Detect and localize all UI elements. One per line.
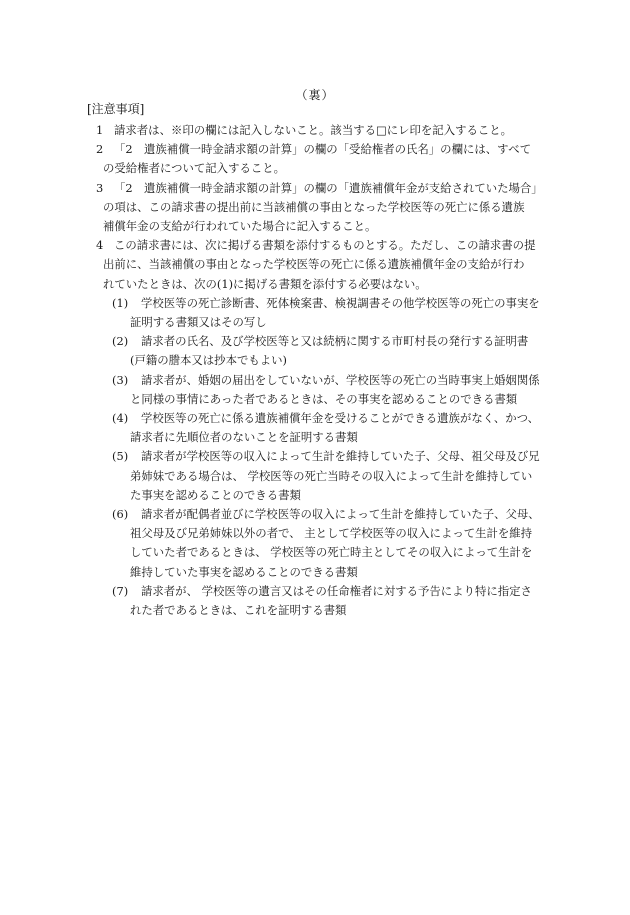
back-side-label: （裏） [295, 88, 335, 102]
note-1-line-1-number: 1 [96, 123, 104, 137]
attachment-6-line-2 [87, 524, 557, 543]
note-2-line-1 [87, 140, 557, 159]
attachment-6-line-1-number: (6) [112, 507, 129, 522]
attachment-2-line-1-number: (2) [112, 334, 129, 349]
attachment-6-line-3 [87, 543, 557, 562]
note-3-line-2-text: の項は、この請求書の提出前に当該補償の事由となった学校医等の死亡に係る遺族 [103, 199, 525, 214]
note-2-line-1-number: 2 [96, 142, 104, 157]
attachment-6-line-4-text: 維持していた事実を認めることのできる書類 [130, 564, 358, 579]
note-1-line-1-text: 請求者は、※印の欄には記入しないこと。該当する□にレ印を記入すること。 [114, 123, 513, 137]
attachment-1-line-1-text: 学校医等の死亡診断書、死体検案書、検視調書その他学校医等の死亡の事実を [141, 295, 540, 310]
attachment-3-line-1 [87, 371, 557, 390]
note-3-line-3 [87, 217, 557, 236]
note-4-line-1 [87, 236, 557, 255]
note-2-line-1-text: 「2 遺族補償一時金請求額の計算」の欄の「受給権者の氏名」の欄には、すべて [114, 142, 532, 157]
note-4-line-2-text: 出前に、当該補償の事由となった学校医等の死亡に係る遺族補償年金の支給が行わ [103, 257, 525, 272]
attachment-6-line-2-text: 祖父母及び兄弟姉妹以外の者で、 主として学校医等の収入によって生計を維持 [130, 526, 533, 541]
attachment-7-line-2 [87, 601, 557, 620]
note-1-line-1 [87, 121, 557, 140]
attachment-1-line-2 [87, 313, 557, 332]
attachment-7-line-1 [87, 582, 557, 601]
notes-list [87, 121, 557, 620]
attachment-7-line-1-number: (7) [112, 583, 129, 598]
note-2-line-2 [87, 159, 557, 178]
attachment-4-line-1-number: (4) [112, 411, 129, 426]
attachment-3-line-2 [87, 390, 557, 409]
attachment-6-line-1 [87, 505, 557, 524]
attachment-2-line-2-text: (戸籍の謄本又は抄本でもよい) [130, 353, 287, 368]
attachment-5-line-1-text: 請求者が学校医等の収入によって生計を維持していた子、父母、祖父母及び兄 [141, 449, 540, 464]
attachment-4-line-2 [87, 428, 557, 447]
attachment-6-line-4 [87, 563, 557, 582]
attachment-4-line-1 [87, 409, 557, 428]
attachment-7-line-2-text: れた者であるときは、これを証明する書類 [130, 603, 347, 618]
attachment-5-line-1-number: (5) [112, 449, 129, 464]
attachment-6-line-3-text: していた者であるときは、 学校医等の死亡時主としてその収入によって生計を [130, 545, 533, 560]
note-4-line-1-number: 4 [96, 238, 104, 253]
attachment-4-line-2-text: 請求者に先順位者のないことを証明する書類 [130, 430, 358, 445]
attachment-2-line-2 [87, 351, 557, 370]
note-3-line-3-text: 補償年金の支給が行われていた場合に記入すること。 [103, 219, 377, 234]
attachment-1-line-1 [87, 294, 557, 313]
note-4-line-3 [87, 275, 557, 294]
attachment-6-line-1-text: 請求者が配偶者並びに学校医等の収入によって生計を維持していた子、父母、 [141, 507, 540, 522]
attachment-2-line-1 [87, 332, 557, 351]
attachment-3-line-2-text: と同様の事情にあった者であるときは、その事実を認めることのできる書類 [130, 391, 518, 406]
note-4-line-3-text: れていたときは、次の(1)に掲げる書類を添付する必要はない。 [103, 276, 427, 291]
note-3-line-1-text: 「2 遺族補償一時金請求額の計算」の欄の「遺族補償年金が支給されていた場合」 [114, 180, 543, 195]
attachment-7-line-1-text: 請求者が、 学校医等の遺言又はその任命権者に対する予告により特に指定さ [141, 583, 532, 598]
attachment-5-line-2-text: 弟姉妹である場合は、 学校医等の死亡当時その収入によって生計を維持してい [130, 468, 533, 483]
attachment-1-line-2-text: 証明する書類又はその写し [130, 315, 267, 330]
note-4-line-1-text: この請求書には、次に掲げる書類を添付するものとする。ただし、この請求書の提 [114, 238, 536, 253]
attachment-5-line-2 [87, 467, 557, 486]
attachment-2-line-1-text: 請求者の氏名、及び学校医等と又は続柄に関する市町村長の発行する証明書 [141, 334, 529, 349]
attachment-3-line-1-number: (3) [112, 372, 129, 387]
note-3-line-2 [87, 198, 557, 217]
notes-heading: [注意事項] [87, 102, 145, 116]
attachment-5-line-1 [87, 447, 557, 466]
attachment-1-line-1-number: (1) [112, 295, 129, 310]
note-3-line-1-number: 3 [96, 180, 104, 195]
attachment-5-line-3 [87, 486, 557, 505]
note-4-line-2 [87, 255, 557, 274]
attachment-3-line-1-text: 請求者が、婚姻の届出をしていないが、学校医等の死亡の当時事実上婚姻関係 [141, 372, 540, 387]
attachment-4-line-1-text: 学校医等の死亡に係る遺族補償年金を受けることができる遺族がなく、かつ、 [141, 411, 539, 426]
note-2-line-2-text: の受給権者について記入すること。 [103, 161, 286, 176]
attachment-5-line-3-text: た事実を認めることのできる書類 [130, 487, 301, 502]
note-3-line-1 [87, 179, 557, 198]
